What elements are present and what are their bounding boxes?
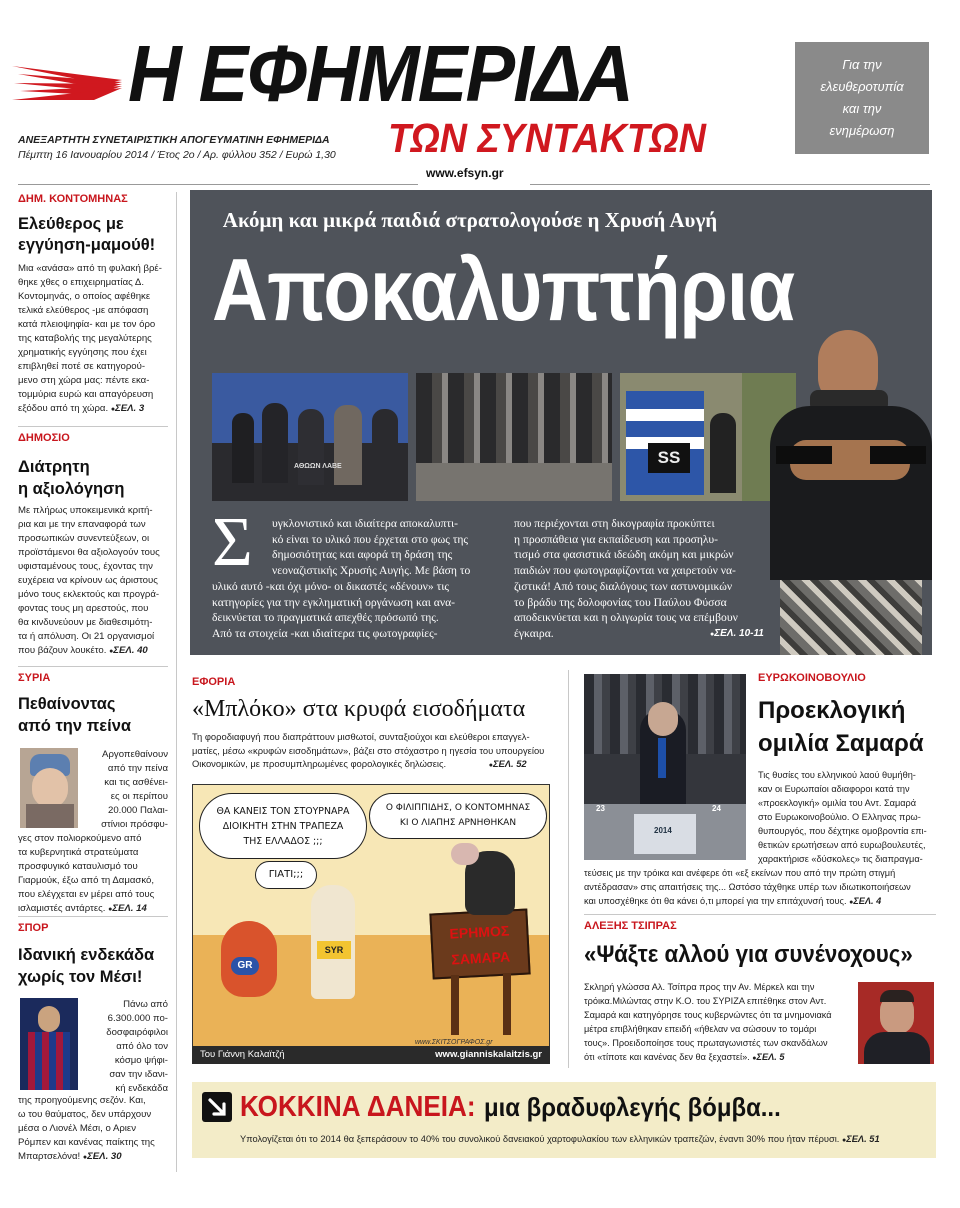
headline-line: Πεθαίνοντας [18, 695, 116, 713]
sidebar-body [18, 832, 168, 917]
body-line: θα κινδυνεύουν με διαθεσιμότη- [18, 617, 153, 628]
lead-story[interactable] [190, 190, 932, 655]
headline-line: εγγύηση-μαμούθ! [18, 236, 156, 254]
body-line: κατά πλειοψηφία- και με τον όρο [18, 319, 156, 330]
body-line: υφισταμένους τους, έχοντας την [18, 561, 153, 572]
sidebar-headline[interactable] [18, 944, 168, 988]
lead-headline: Αποκαλυπτήρια [212, 240, 795, 339]
sign-line: ΣΑΜΑΡΑ [450, 948, 511, 968]
body-line: επιβληθεί ποτέ σε κατηγορού- [18, 361, 146, 372]
body-line: Ρόμπεν και κανένας παίκτης της [18, 1137, 155, 1148]
body-line: προσωπικών συνεντεύξεων, οι [18, 533, 150, 544]
tax-headline[interactable]: «Μπλόκο» στα κρυφά εισοδήματα [192, 696, 526, 722]
bottom-banner[interactable] [192, 1082, 936, 1158]
body-line: Σαμαρά και κατηγόρησε τους κυβερνώντες ότι τα μνημονιακά [584, 1010, 832, 1020]
body-line: εξόδου από τη χώρα. [18, 403, 109, 414]
speech-bubble [369, 793, 547, 839]
cartoon-credit: Του Γιάννη Καλαϊτζή [200, 1049, 285, 1060]
body-line: Μπαρτσελόνα! [18, 1151, 81, 1162]
issue-info: Πέμπτη 16 Ιανουαρίου 2014 / Έτος 2ο / Αρ. φύλλου 352 / Ευρώ 1,30 [18, 149, 336, 161]
column-divider [176, 192, 177, 1172]
body-line: ρια και με την επαναφορά των [18, 519, 146, 530]
body-line: μόνο τους εκλεκτούς και προγρά- [18, 589, 160, 600]
cartoon-credit-url[interactable]: www.gianniskalaitzis.gr [435, 1049, 542, 1060]
lead-dropcap: Σ [212, 504, 253, 581]
lead-photo-1 [212, 373, 408, 501]
body-line: η προσπάθεια για εκπαίδευση και προσηλυ- [514, 532, 718, 546]
page-ref[interactable]: ● ΣΕΛ. 51 [842, 1134, 880, 1144]
body-line: και υποσχέθηκε ότι θα κάνει ό,τι μπορεί για την επιτάχυνσή τους. [584, 896, 847, 906]
sidebar-body-right [86, 748, 168, 832]
masthead-rule [18, 184, 418, 185]
body-line: τα ή απόλυση. Οι 21 οργανισμοί [18, 631, 155, 642]
divider [18, 426, 168, 427]
page-ref[interactable]: ● ΣΕΛ. 30 [83, 1151, 122, 1162]
body-line: τομμύρια ευρώ και απαγόρευση [18, 389, 154, 400]
bubble-line: ΤΗΣ ΕΛΛΑΔΟΣ ;;; [243, 836, 323, 847]
photo-seat-number: 23 [596, 804, 605, 813]
page-ref[interactable]: ● ΣΕΛ. 14 [108, 903, 147, 914]
bubble-line: ΔΙΟΙΚΗΤΗ ΣΤΗΝ ΤΡΑΠΕΖΑ [222, 821, 344, 832]
slogan-line: ελευθεροτυπία [820, 79, 904, 94]
body-line: γες στον πολιορκούμενο από [18, 833, 142, 844]
body-line: ότι «τίποτε και κανένας δεν θα ξεχαστεί». [584, 1052, 750, 1062]
body-line: από την πείνα [107, 763, 168, 774]
body-line: δημοσιότητας και αφορά τη δράση της [272, 548, 453, 562]
body-line: Τη φοροδιαφυγή που διαπράττουν μισθωτοί, συνταξιούχοι και ελεύθεροι επαγγελ- [192, 731, 530, 742]
body-line: θυπουργός, που δέχτηκε ομοβροντία επι- [758, 826, 927, 836]
sign-post [503, 973, 511, 1035]
divider [18, 666, 168, 667]
euro-headline[interactable] [758, 694, 938, 760]
body-line: Από τα στοιχεία -και ιδιαίτερα τις φωτογραφίες- [212, 626, 438, 640]
body-line: Αργοπεθαίνουν [102, 749, 168, 760]
lead-photo-2 [416, 373, 612, 501]
body-line: τισμό στα φασιστικά ιδεώδη ακόμη και μικρών [514, 548, 734, 562]
headline-line: Ιδανική ενδεκάδα [18, 946, 155, 964]
body-line: το βράδυ της δολοφονίας του Παύλου Φύσσα [514, 595, 727, 609]
banner-title [240, 1086, 806, 1133]
euro-body-right [758, 768, 938, 866]
body-line: που περιέχονται στη δικογραφία προκύπτει [514, 517, 715, 530]
body-line: προϊστάμενοι θα αξιολογούν τους [18, 547, 160, 558]
podium-text: 2014 [654, 826, 672, 835]
body-line: θετικών ερωτήσεων από ευρωβουλευτές, [758, 840, 926, 850]
vulture-head [451, 843, 479, 865]
sidebar-kicker: ΣΠΟΡ [18, 922, 49, 934]
body-line: ες οι περίπου [110, 791, 168, 802]
body-line: της προηγούμενης σεζόν. Και, [18, 1095, 146, 1106]
body-line: Οικονομικών, με προσυμπληρωμένες φορολογικές δηλώσεις. [192, 758, 447, 769]
sidebar-headline[interactable] [18, 693, 168, 737]
body-line: Τις θυσίες του ελληνικού λαού θυμήθη- [758, 770, 916, 780]
body-line: κατηγορίες για την εγκληματική οργάνωση και ανα- [212, 595, 456, 609]
masthead-rule [530, 184, 930, 185]
sidebar-kicker: ΔΗΜΟΣΙΟ [18, 432, 70, 444]
page-ref[interactable]: ● ΣΕΛ. 4 [849, 896, 881, 906]
body-line: θηκε χθες ο επιχειρηματίας Δ. [18, 277, 144, 288]
body-line: που ελέγχεται εν μέρει από τους [18, 889, 155, 900]
body-line: Μια «ανάσα» από τη φυλακή βρέ- [18, 263, 162, 274]
column-divider [568, 670, 569, 1068]
body-line: δεικνύεται το πραγματικά απεχθές πρόσωπό της. [212, 611, 439, 625]
sidebar-kicker: ΣΥΡΙΑ [18, 672, 51, 684]
body-line: νεοναζιστικής Χρυσής Αυγής. Με βάση το [272, 564, 471, 578]
banner-title-red: ΚΟΚΚΙΝΑ ΔΑΝΕΙΑ: [240, 1091, 476, 1123]
body-line: από όλο τον [116, 1041, 168, 1052]
banner-title-rest: μια βραδυφλεγής βόμβα... [483, 1092, 781, 1122]
site-url[interactable]: www.efsyn.gr [426, 166, 504, 180]
sidebar-body [18, 1094, 168, 1165]
body-line: ματίες, μέσω «κρυφών εισοδημάτων», βάζει στο στόχαστρο η ηγεσία του υπουργείου [192, 744, 545, 756]
body-line: τρόικα.Μιλώντας στην Κ.Ο. του ΣΥΡΙΖΑ επιτέθηκε στον Αντ. [584, 996, 827, 1006]
masthead-title: Η ΕΦΗΜΕΡΙΔΑ [128, 29, 633, 118]
banner-body: Υπολογίζεται ότι το 2014 θα ξεπεράσουν το 40% του συνολικού δανειακού χαρτοφυλακίου των ελληνικών τραπεζών, έναντι 30% που ήταν πέρυσι. [240, 1134, 840, 1144]
tsipras-photo [858, 982, 934, 1064]
divider [18, 916, 168, 917]
feather-logo-icon [12, 58, 124, 104]
body-line: Κοντομηνάς, ο οποίος αφέθηκε [18, 291, 151, 302]
slogan-box [795, 42, 929, 154]
masthead-subtitle-red: ΤΩΝ ΣΥΝΤΑΚΤΩΝ [388, 115, 706, 161]
photo-seat-number: 24 [712, 804, 721, 813]
page-ref[interactable]: ● ΣΕΛ. 40 [109, 645, 148, 656]
body-line: Πάνω από [123, 999, 168, 1010]
flag-text: SS [648, 443, 690, 473]
body-line: αποδεικνύεται και η ολιγωρία τους να επέμβουν [514, 611, 738, 625]
sidebar [18, 190, 168, 1170]
body-line: χρηματικής εγγύησης που έχει [18, 347, 147, 358]
euro-body [584, 866, 940, 910]
body-line: τα κυβερνητικά στρατεύματα [18, 847, 139, 858]
body-line: ευχέρεια να κρίνουν ως άριστους [18, 575, 158, 586]
slogan-line: και την [842, 101, 882, 116]
headline-line: Διάτρητη [18, 458, 90, 476]
body-line: τεύσεις με την τρόικα και ανέφερε ότι «εξ εκείνων που από την πρώτη στιγμή [584, 868, 896, 878]
body-line: στίνιοι πρόσφυ- [101, 819, 168, 830]
footballer-photo [20, 998, 78, 1090]
tsipras-headline[interactable]: «Ψάξτε αλλού για συνένοχους» [584, 941, 913, 968]
euro-kicker: ΕΥΡΩΚΟΙΝΟΒΟΥΛΙΟ [758, 672, 866, 684]
body-line: «προεκλογική» ομιλία του Αντ. Σαμαρά [758, 798, 917, 808]
page-ref[interactable]: ● ΣΕΛ. 3 [111, 403, 144, 414]
body-line: 20.000 Παλαι- [107, 805, 168, 816]
body-line: μέσα ο Λιονέλ Μέσι, ο Αριεν [18, 1123, 137, 1134]
bubble-line: ΘΑ ΚΑΝΕΙΣ ΤΟΝ ΣΤΟΥΡΝΑΡΑ [216, 806, 350, 817]
body-line: μέτρα επιβλήθηκαν επειδή «ήθελαν να σώσουν το τομάρι [584, 1024, 817, 1034]
headline-line: χωρίς τον Μέσι! [18, 968, 143, 986]
body-line: υλικό αυτό -και όχι μόνο- οι δικαστές «δένουν» τις [212, 579, 449, 593]
body-line: αντέδρασαν» στις απαιτήσεις της... Ωστόσο τάχθηκε υπέρ των ιδιωτικοποιήσεων [584, 882, 911, 892]
body-line: ζιστικά! Από τους διαλόγους των αστυνομικών [514, 579, 733, 593]
headline-line: ομιλία Σαμαρά [758, 730, 924, 757]
speech-bubble [199, 793, 367, 859]
body-line: φοντας τους μη αρεστούς, που [18, 603, 149, 614]
slogan-line: Για την [842, 57, 882, 72]
headline-line: η αξιολόγηση [18, 480, 125, 498]
body-line: παιδιών που φωτογραφίζονται να χαιρετούν να- [514, 564, 736, 578]
figure-badge-left: GR [231, 957, 259, 975]
syria-child-photo [20, 748, 78, 828]
cartoon-credit-bar [192, 1046, 550, 1064]
figure-badge-right: SYR [317, 941, 351, 959]
arrow-icon [202, 1092, 232, 1122]
photo-banner-text: ΑΘΩΩΝ ΛΑΒΕ [294, 463, 342, 470]
euro-parliament-photo [584, 674, 746, 860]
banner-text [240, 1132, 930, 1148]
body-line: σαν την ιδανι- [109, 1069, 168, 1080]
page-ref[interactable]: ● ΣΕΛ. 5 [752, 1052, 784, 1062]
page-ref[interactable]: ● ΣΕΛ. 52 [489, 758, 527, 769]
lead-body-col1 [212, 516, 506, 642]
desert-sign [429, 908, 530, 979]
divider [584, 914, 936, 915]
body-line: κή ενδεκάδα [115, 1083, 168, 1094]
lead-supertitle: Ακόμη και μικρά παιδιά στρατολογούσε η Χρυσή Αυγή [222, 208, 718, 232]
body-line: της καταβολής της μεγαλύτερης [18, 333, 152, 344]
body-line: προσφυγικό καταυλισμό του [18, 861, 138, 872]
tax-body [192, 730, 562, 773]
body-line: ω του θαύματος, δεν υπάρχουν [18, 1109, 152, 1120]
sidebar-headline[interactable] [18, 214, 168, 256]
body-line: δοσφαιρόφιλοι [106, 1027, 168, 1038]
headline-line: Ελεύθερος με [18, 215, 124, 233]
body-line: Με πλήρως υποκειμενικά κριτή- [18, 505, 153, 516]
body-line: έγκαιρα. [514, 626, 554, 640]
body-line: τελικά ελεύθερος -με απόφαση [18, 305, 149, 316]
tsipras-body [584, 980, 854, 1066]
body-line: Σκληρή γλώσσα Αλ. Τσίπρα προς την Αν. Μέρκελ και την [584, 982, 815, 992]
tax-kicker: ΕΦΟΡΙΑ [192, 676, 236, 688]
speech-bubble: ΓΙΑΤΙ;;; [255, 861, 317, 889]
body-line: και τις ασθένει- [104, 777, 168, 788]
cartoon [192, 784, 550, 1064]
body-line: μενο στη χώρα μας: πέντε εκα- [18, 375, 150, 386]
sidebar-body [18, 262, 168, 417]
body-line: κόσμο ψήφι- [114, 1055, 168, 1066]
lead-body-col2 [514, 516, 776, 642]
sidebar-headline[interactable] [18, 456, 168, 500]
headline-line: από την πείνα [18, 717, 132, 735]
sidebar-body [18, 504, 168, 659]
body-line: ισλαμιστές αντάρτες. [18, 903, 106, 914]
sign-post [451, 975, 459, 1035]
body-line: Γιαρμούκ, έξω από τη Δαμασκό, [18, 875, 155, 886]
slogan-line: ενημέρωση [829, 123, 895, 138]
body-line: χαρακτήρισε «δύσκολες» τις διαπραγμα- [758, 854, 923, 864]
headline-line: Προεκλογική [758, 697, 906, 724]
lead-photo-gunman [770, 320, 932, 655]
sign-line: ΕΡΗΜΟΣ [449, 922, 510, 942]
body-line: τους». Προειδοποίησε τους πρωταγωνιστές των σκανδάλων [584, 1038, 828, 1048]
masthead [0, 0, 960, 190]
lead-page-ref[interactable]: ● ΣΕΛ. 10-11 [710, 628, 764, 639]
body-line: 6.300.000 πο- [107, 1013, 168, 1024]
cartoon-signature: www.ΣΚΙΤΣΟΓΡΑΦΟΣ.gr [415, 1039, 493, 1046]
masthead-description: ΑΝΕΞΑΡΤΗΤΗ ΣΥΝΕΤΑΙΡΙΣΤΙΚΗ ΑΠΟΓΕΥΜΑΤΙΝΗ ΕΦΗΜΕΡΙΔΑ [18, 134, 330, 146]
body-line: κό είναι το υλικό που έρχεται στο φως της [272, 532, 469, 546]
sidebar-kicker: ΔΗΜ. ΚΟΝΤΟΜΗΝΑΣ [18, 193, 128, 205]
body-line: που βάζουν λουκέτο. [18, 645, 107, 656]
body-line: στο Ευρωκοινοβούλιο. Ο Ελληνας πρω- [758, 812, 921, 822]
body-line: υγκλονιστικό και ιδιαίτερα αποκαλυπτι- [272, 517, 458, 530]
bubble-line: ΚΙ Ο ΛΙΑΠΗΣ ΑΡΝΗΘΗΚΑΝ [399, 818, 517, 828]
bubble-line: Ο ΦΙΛΙΠΠΙΔΗΣ, Ο ΚΟΝΤΟΜΗΝΑΣ [385, 803, 531, 813]
tsipras-kicker: ΑΛΕΞΗΣ ΤΣΙΠΡΑΣ [584, 920, 677, 932]
body-line: καν οι Ευρωπαίοι αδιαφοροι κατά την [758, 784, 910, 794]
sidebar-body-right [86, 998, 168, 1096]
